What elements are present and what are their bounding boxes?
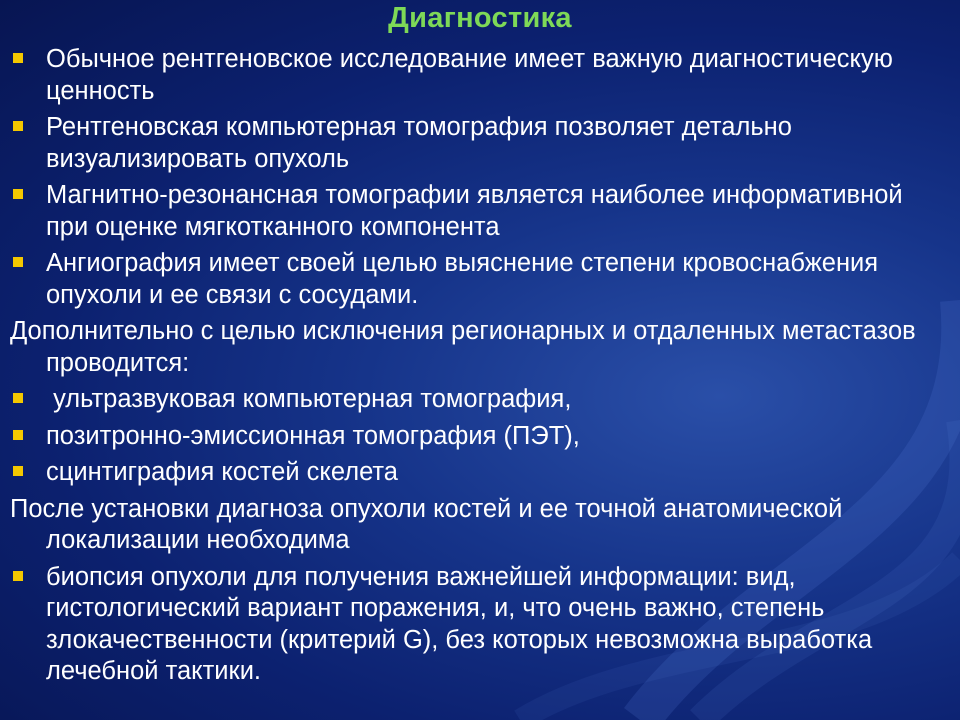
bullet-item <box>10 457 950 489</box>
bullet-item <box>10 44 950 107</box>
bullet-text: Обычное рентгеновское исследование имеет важную диагностическую ценность <box>46 45 893 105</box>
paragraph-text: Дополнительно с целью исключения регионарных и отдаленных метастазов проводится: <box>10 317 916 377</box>
bullet-text: биопсия опухоли для получения важнейшей информации: вид, гистологический вариант поражения, и, что очень важно, степень злокачественности (критерий G), без которых невозможна выработка лечебной тактики. <box>46 562 873 685</box>
bullet-item <box>10 180 950 243</box>
slide-title: Диагностика <box>388 2 572 34</box>
square-bullet-icon <box>13 571 23 581</box>
bullet-text: Магнитно-резонансная томографии является наиболее информативной при оценке мягкотканного компонента <box>46 181 903 241</box>
bullet-text: Рентгеновская компьютерная томография позволяет детально визуализировать опухоль <box>46 113 792 173</box>
bullet-text: ультразвуковая компьютерная томография, <box>46 385 572 413</box>
bullet-item <box>10 112 950 175</box>
slide-content <box>10 44 950 693</box>
square-bullet-icon <box>13 466 23 476</box>
square-bullet-icon <box>13 393 23 403</box>
paragraph-text: После установки диагноза опухоли костей и ее точной анатомической локализации необходима <box>10 494 843 554</box>
bullet-item <box>10 384 950 416</box>
square-bullet-icon <box>13 189 23 199</box>
bullet-text: сцинтиграфия костей скелета <box>46 458 398 486</box>
bullet-item <box>10 421 950 453</box>
bullet-text: позитронно-эмиссионная томография (ПЭТ), <box>46 421 580 450</box>
bullet-item <box>10 248 950 311</box>
bullet-text: Ангиография имеет своей целью выяснение степени кровоснабжения опухоли и ее связи с сосудами. <box>46 249 879 309</box>
square-bullet-icon <box>13 121 23 131</box>
square-bullet-icon <box>13 53 23 63</box>
square-bullet-icon <box>13 430 23 440</box>
square-bullet-icon <box>13 257 23 267</box>
bullet-item <box>10 562 950 688</box>
